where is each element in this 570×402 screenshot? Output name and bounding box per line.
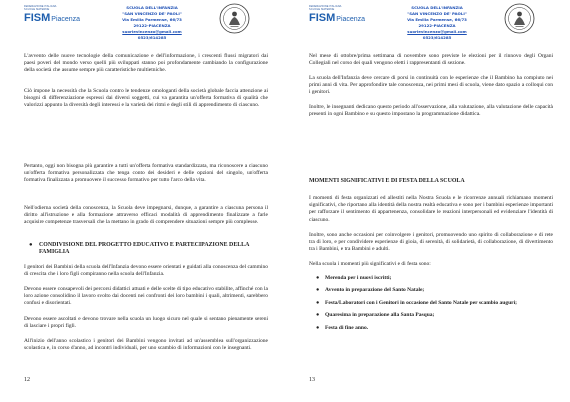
bullet-icon: ● [316, 287, 320, 294]
school-city: 29122-PIACENZA [418, 23, 456, 28]
school-email-link[interactable]: suorlevincenzo@gmail.com [407, 29, 467, 34]
school-seal-icon [504, 3, 535, 34]
school-email-link[interactable]: suorlevincenzo@gmail.com [122, 29, 182, 34]
right-paragraph-5: Inoltre, sono anche occasioni per coinvolgere i genitori, promuovendo uno spirito di collaborazione e di rete tra di loro, e per condividere esperienze di gioia, di serenità, di solidarietà, di collaborazione, di divertimento tra i Bambini, e tra Bambini e adulti. [309, 232, 553, 253]
fism-small-1: FEDERAZIONE ITALIANA [24, 5, 57, 8]
school-phone: 0523/614285 [422, 35, 452, 40]
fism-word: FISM [24, 12, 51, 24]
festivity-list [313, 275, 549, 337]
list-item: ● Festa/Laboratori con i Genitori in occasione del Santo Natale per scambio auguri; [316, 299, 517, 306]
left-paragraph-5: I genitori dei Bambini della scuola dell'Infanzia devono essere orientati e guidati alla conoscenza del cammino di crescita che i loro figli compiranno nella scuola dell'Infanzia. [24, 264, 268, 278]
bullet-icon: ● [316, 312, 320, 319]
bullet-icon: ● [316, 324, 320, 331]
fism-sub: Piacenza [51, 16, 81, 23]
bullet-icon: ● [29, 242, 33, 248]
school-seal-icon [219, 3, 250, 34]
left-paragraph-2: Ciò impone la necessità che la Scuola contro le tendenze omologanti della società globale faccia attenzione ai bisogni di differenziazione espressi dai diversi soggetti, cui va garantita un'offerta formativa di qualità che valorizzi appunto la diversità degli interessi e la varietà dei ritmi e degli stili di apprendimento di ciascuno. [24, 88, 268, 109]
right-page [285, 0, 570, 402]
list-item: ● Merenda per i nuovi iscritti; [316, 275, 392, 281]
fism-sub: Piacenza [336, 16, 366, 23]
left-paragraph-6: Devono essere consapevoli dei percorsi didattici attuati e delle scelte di tipo educativo stabilite, affinché con la loro azione consolidino il lavoro svolto dai docenti nei confronti dei loro bambini i quali, altrimenti, sarebbero confusi e disorientati. [24, 286, 268, 307]
school-header [381, 5, 493, 41]
school-header [96, 5, 208, 41]
school-name: SCUOLA DELL'INFANZIA [126, 5, 178, 10]
right-paragraph-3: Inoltre, le insegnanti dedicano questo periodo all'osservazione, alla valutazione, alla valutazione delle capacità presenti in ogni Bambino e su questo impostano la programmazione didattica. [309, 104, 553, 118]
list-item: ● Festa di fine anno. [316, 324, 369, 331]
left-paragraph-7: Devono essere ascoltati e devono trovare nella scuola un luogo sicuro nel quale si sentano pienamente sereni di lasciare i propri figli. [24, 316, 268, 330]
fism-small-2: SCUOLE MATERNE [309, 8, 335, 11]
section-heading-moments: MOMENTI SIGNIFICATIVI E DI FESTA DELLA SCUOLA [309, 178, 465, 184]
school-address: Via Emilia Parmense, 66/73 [122, 17, 182, 22]
school-city: 29122-PIACENZA [133, 23, 171, 28]
section-heading-text: CONDIVISIONE DEL PROGETTO EDUCATIVO E PARTECIPAZIONE DELLA FAMIGLIA [39, 242, 250, 256]
page-number: 13 [309, 377, 315, 383]
school-name: SCUOLA DELL'INFANZIA [411, 5, 463, 10]
right-paragraph-2: La scuola dell'Infanzia deve cercare di porsi in continuità con le esperienze che il Bambino ha compiuto nei primi anni di vita. Per approfondire tale conoscenza, nei primi mesi di scuola, viene dato spazio a colloqui con i genitori. [309, 75, 553, 96]
school-phone: 0523/614285 [137, 35, 167, 40]
fism-logo [309, 5, 373, 26]
section-heading-family [26, 242, 277, 257]
right-paragraph-6: Nella scuola i momenti più significativi e di festa sono: [309, 261, 431, 267]
left-paragraph-3: Pertanto, oggi non bisogna più garantire a tutti un'offerta formativa standardizzata, ma riconoscere a ciascuno un'offerta formativa personalizzata che tenga conto dei desideri e delle opzioni del singolo, un'offerta formativa finalizzata a promuovere il successo formativo per tutto l'arco della vita. [24, 163, 268, 184]
fism-small-2: SCUOLE MATERNE [24, 8, 50, 11]
school-sub: "SAN VINCENZO DE' PAOLI" [407, 11, 467, 16]
page-number: 12 [24, 377, 30, 383]
school-sub: "SAN VINCENZO DE' PAOLI" [122, 11, 182, 16]
left-paragraph-1: L'avvento delle nuove tecnologie della comunicazione e dell'informazione, i crescenti flussi migratori dai paesi poveri del mondo verso quelli più sviluppati stanno poi profondamente cambiando la configurazione della società che assume sempre più caratteristiche multietniche. [24, 53, 268, 74]
school-address: Via Emilia Parmense, 66/73 [407, 17, 467, 22]
left-paragraph-4: Nell'odierna società della conoscenza, la Scuola deve impegnarsi, dunque, a garantire a ciascuna persona il diritto all'istruzione e alla formazione attraverso efficaci modalità di apprendimento finalizzate a farle acquisire competenze trasversali che la mettano in grado di comprendere situazioni sempre più complesse. [24, 205, 268, 226]
left-paragraph-8: All'inizio dell'anno scolastico i genitori dei Bambini vengono invitati ad un'assemblea sull'organizzazione scolastica e, in corso d'anno, ad incontri individuali, per uno scambio di informazioni con le insegnanti. [24, 338, 268, 352]
fism-word: FISM [309, 12, 336, 24]
bullet-icon: ● [316, 275, 320, 281]
list-item: ● Avvento in preparazione del Santo Natale; [316, 287, 425, 294]
fism-small-1: FEDERAZIONE ITALIANA [309, 5, 342, 8]
bullet-icon: ● [316, 299, 320, 306]
list-item: ● Quaresima in preparazione alla Santa Pasqua; [316, 312, 435, 319]
right-paragraph-1: Nel mese di ottobre/prima settimana di novembre sono previste le elezioni per il rinnovo degli Organi Collegiali nel corso dei quali vengono eletti i rappresentanti di sezione. [309, 53, 553, 67]
fism-logo [24, 5, 88, 26]
right-paragraph-4: I momenti di festa organizzati ed allestiti nella Nostra Scuola e le ricorrenze annuali richiamano momenti significativi, che riportano alla identità della nostra realtà educativa e sono per i bambini esperienze importanti per rafforzare il sentimento di appartenenza, consolidare le reazioni interpersonali ed evidenziare l'identità di ciascuno. [309, 195, 553, 223]
